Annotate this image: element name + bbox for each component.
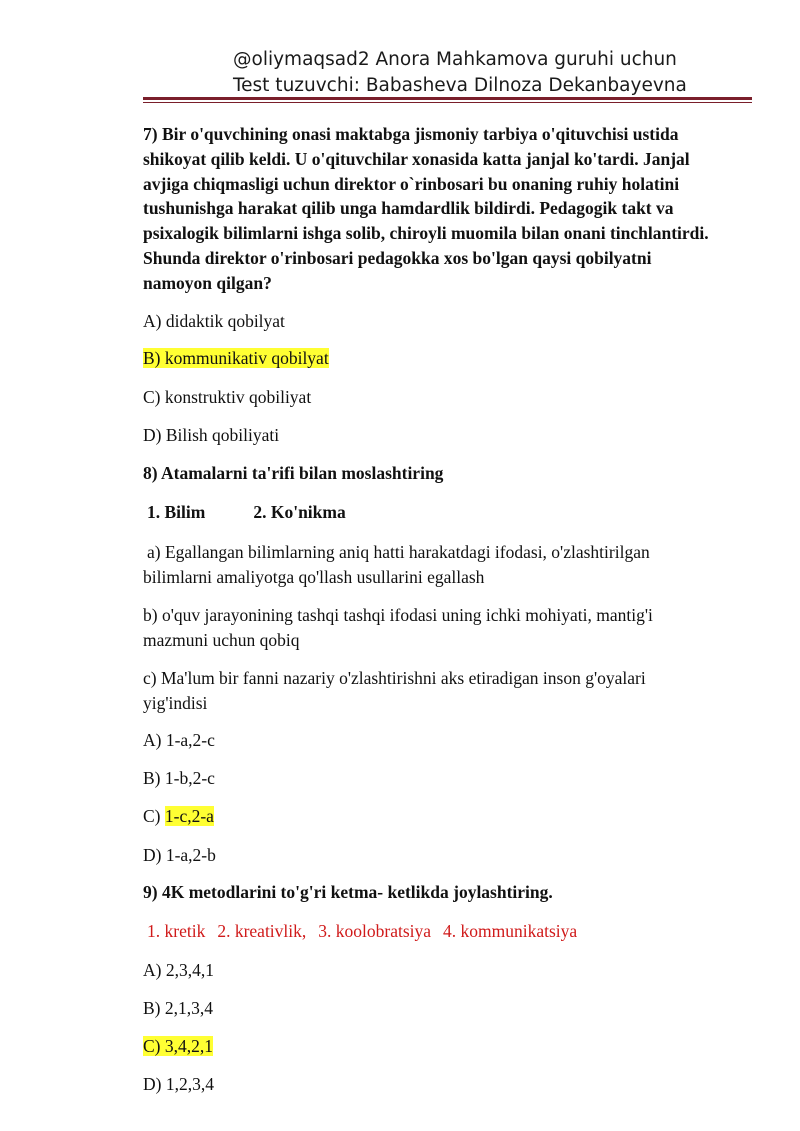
q8-option-a: A) 1-a,2-c [143,730,215,750]
header-rule [143,97,752,100]
header-rule-thin [143,102,752,103]
q8-term-1: 1. Bilim [147,502,206,522]
header-line-1: @oliymaqsad2 Anora Mahkamova guruhi uchun [233,49,677,70]
q8-term-2: 2. Ko'nikma [253,502,346,522]
q9-option-d: D) 1,2,3,4 [143,1074,214,1094]
answer-highlight: 1-c,2-a [164,806,214,826]
question-8-title: 8) Atamalarni ta'rifi bilan moslashtiring [143,463,444,483]
q9-option-b: B) 2,1,3,4 [143,998,213,1018]
q8-option-c: C) 1-c,2-a [143,806,214,826]
q8-definition-a: a) Egallangan bilimlarning aniq hatti harakatdagi ifodasi, o'zlashtirilgan bilimlarni amaliyotga qo'llash usullarini egallash [143,542,650,587]
q8-definition-c: c) Ma'lum bir fanni nazariy o'zlashtirishni aks etiradigan inson g'oyalari yig'indisi [143,668,646,713]
q8-option-b: B) 1-b,2-c [143,768,215,788]
question-9-title: 9) 4K metodlarini to'g'ri ketma- ketlikda joylashtiring. [143,882,553,902]
q7-option-c: C) konstruktiv qobiliyat [143,387,312,407]
q7-option-b [143,348,329,369]
q9-option-a: A) 2,3,4,1 [143,960,214,980]
q8-terms [147,502,346,523]
header-line-2: Test tuzuvchi: Babasheva Dilnoza Dekanbayevna [233,75,687,96]
q7-option-d: D) Bilish qobiliyati [143,425,280,445]
page-header [233,47,687,99]
q8-definition-b: b) o'quv jarayonining tashqi tashqi ifodasi uning ichki mohiyati, mantig'i mazmuni uchun qobiq [143,605,653,650]
answer-highlight: B) kommunikativ qobilyat [143,348,329,368]
question-7-text: 7) Bir o'quvchining onasi maktabga jismoniy tarbiya o'qituvchisi ustida shikoyat qilib keldi. U o'qituvchilar xonasida katta janjal ko'tardi. Janjal avjiga chiqmasligi uchun direktor o`rinbosari bu onaning ruhiy holatini tushunishga harakat qilib unga hamdardlik bildirdi. Pedagogik takt va psixalogik bilimlarni ishga solib, chiroyli muomila bilan onani tinchlantirdi. Shunda direktor o'rinbosari pedagokka xos bo'lgan qaysi qobilyatni namoyon qilgan? [143,124,709,293]
answer-highlight: C) 3,4,2,1 [143,1036,213,1056]
q9-items: 1. kretik 2. kreativlik, 3. koolobratsiya 4. kommunikatsiya [147,921,578,941]
q8-option-d: D) 1-a,2-b [143,845,216,865]
q7-option-a: A) didaktik qobilyat [143,311,285,331]
q9-option-c [143,1036,213,1057]
